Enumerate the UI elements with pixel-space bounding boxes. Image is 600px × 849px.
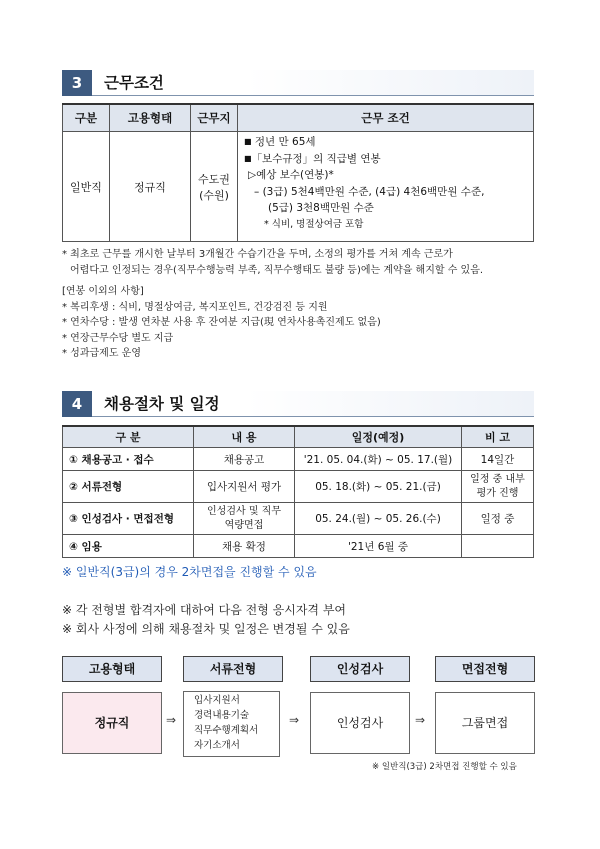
qualification-note: ※ 각 전형별 합격자에 대하여 다음 전형 응시자격 부여 [62, 603, 347, 617]
list-item: * 연차수당 : 발생 연차분 사용 후 잔여분 지급(現 연차사용촉진제도 없음) [62, 317, 381, 328]
table-header: 구 분 [63, 426, 194, 448]
flow-footnote: ※ 일반직(3급) 2차면접 진행할 수 있음 [372, 762, 517, 772]
section-4-header [62, 391, 534, 417]
extra-benefits [62, 284, 381, 362]
arrow-icon: ⇒ [289, 713, 300, 727]
table-header: 일정(예정) [295, 426, 462, 448]
flow-header-interview: 면접전형 [435, 656, 535, 682]
section-title: 근무조건 [104, 74, 164, 92]
flow-header-docs: 서류전형 [183, 656, 283, 682]
work-conditions-table [62, 103, 534, 242]
square-bullet-icon: ■ [244, 137, 252, 146]
condition-line: ■「보수규정」의 직급별 연봉 [244, 152, 381, 165]
condition-line: ■ 정년 만 65세 [244, 136, 316, 148]
table-row: ④ 임용 채용 확정 '21년 6월 중 [63, 535, 534, 558]
doc-item: 입사지원서 [194, 695, 240, 706]
table-row: ③ 인성검사 · 면접전형 인성검사 및 직무역량면접 05. 24.(월) ~ 05. 26.(수) 일정 중 [63, 503, 534, 535]
square-bullet-icon: ■ [244, 153, 252, 163]
section-3-header [62, 70, 534, 96]
interview-note: ※ 일반직(3급)의 경우 2차면접을 진행할 수 있음 [62, 565, 317, 579]
table-header: 근무 조건 [238, 104, 534, 132]
flow-header-test: 인성검사 [310, 656, 410, 682]
table-header: 내 용 [194, 426, 295, 448]
list-item: * 성과급제도 운영 [62, 348, 141, 359]
flow-test-box: 인성검사 [310, 692, 410, 754]
arrow-icon: ⇒ [166, 713, 177, 727]
doc-item: 직무수행계획서 [194, 725, 259, 736]
section-title: 채용절차 및 일정 [104, 395, 220, 413]
location-line: 수도권 [198, 172, 230, 186]
change-note: ※ 회사 사정에 의해 채용절차 및 일정은 변경될 수 있음 [62, 622, 350, 636]
table-row: ② 서류전형 입사지원서 평가 05. 18.(화) ~ 05. 21.(금) 일정 중 내부 평가 진행 [63, 471, 534, 503]
flow-type-box: 정규직 [62, 692, 162, 754]
arrow-icon: ⇒ [415, 713, 426, 727]
table-header: 구분 [63, 104, 110, 132]
doc-item: 경력내용기술 [194, 710, 250, 721]
section-number: 3 [62, 70, 92, 96]
conditions-cell [238, 132, 534, 242]
doc-item: 자기소개서 [194, 740, 240, 751]
location-line: (수원) [199, 188, 229, 202]
list-item: * 연장근무수당 별도 지급 [62, 332, 174, 344]
table-header: 비 고 [462, 426, 534, 448]
table-header: 근무지 [191, 104, 238, 132]
extra-title: [연봉 이외의 사항] [62, 286, 144, 297]
condition-line: * 식비, 명절상여금 포함 [264, 218, 364, 230]
recruitment-schedule-table [62, 425, 534, 558]
flow-docs-box [183, 691, 280, 757]
table-header: 고용형태 [110, 104, 191, 132]
flow-header-type: 고용형태 [62, 656, 162, 682]
condition-line: – (3급) 5천4백만원 수준, (4급) 4천6백만원 수준, [254, 185, 485, 198]
probation-note: * 최초로 근무를 개시한 날부터 3개월간 수습기간을 두며, 소정의 평가를 거쳐 계속 근로가 어렵다고 인정되는 경우(직무수행능력 부족, 직무수행태도 불량 등)에는 계약을 해지할 수 있음. [62, 249, 484, 276]
section-number: 4 [62, 391, 92, 417]
flow-interview-box: 그룹면접 [435, 692, 535, 754]
category-cell: 일반직 [63, 132, 110, 242]
table-row: ① 채용공고 · 접수 채용공고 '21. 05. 04.(화) ~ 05. 17.(월) 14일간 [63, 448, 534, 471]
location-cell [191, 132, 238, 242]
condition-line: ▷예상 보수(연봉)* [248, 169, 334, 182]
employment-type-cell: 정규직 [110, 132, 191, 242]
list-item: * 복리후생 : 식비, 명절상여금, 복지포인트, 건강검진 등 지원 [62, 301, 328, 313]
condition-line: (5급) 3천8백만원 수준 [268, 202, 374, 215]
